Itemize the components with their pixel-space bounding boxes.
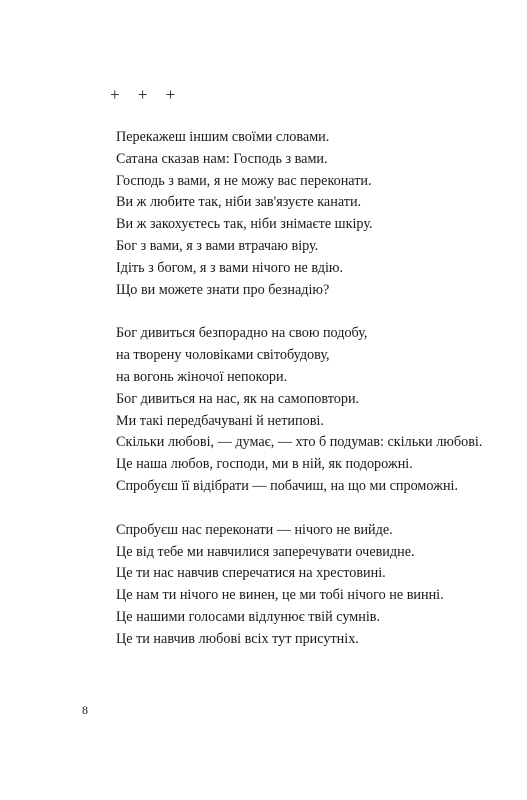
stanza-2 (116, 323, 516, 497)
poem-line: Бог з вами, я з вами втрачаю віру. (116, 237, 319, 254)
poem-line: Ви ж любите так, ніби зав'язуєте канати. (116, 194, 362, 211)
poem-line: Що ви можете знати про безнадію? (116, 281, 330, 298)
stanza-3 (116, 520, 516, 651)
poem-line: Спробуєш нас переконати — нічого не вийде. (116, 521, 393, 538)
stanza-1 (116, 127, 516, 301)
poem-line: Господь з вами, я не можу вас переконати. (116, 172, 372, 189)
poem-line: на творену чоловіками світобудову, (116, 347, 330, 364)
poem-line: Бог дивиться безпорадно на свою подобу, (116, 325, 368, 342)
stanza-separator: + + + (110, 85, 176, 104)
poem-line: Це ти нас навчив сперечатися на хрестовині. (116, 565, 386, 582)
poem-line: Це наша любов, господи, ми в ній, як подорожні. (116, 456, 413, 473)
poem-line: Бог дивиться на нас, як на самоповтори. (116, 390, 360, 407)
poem-line: Це від тебе ми навчилися заперечувати очевидне. (116, 543, 415, 560)
poem-line: Це ти навчив любові всіх тут присутніх. (116, 630, 359, 647)
poem-line: Скільки любові, — думає, — хто б подумав: скільки любові. (116, 434, 483, 451)
poem-line: Спробуєш її відібрати — побачиш, на що ми спроможні. (116, 477, 459, 494)
poem-line: на вогонь жіночої непокори. (116, 368, 288, 385)
poem-line: Ви ж закохуєтесь так, ніби знімаєте шкіру. (116, 216, 373, 233)
poem-line: Сатана сказав нам: Господь з вами. (116, 150, 328, 167)
poem-line: Ідіть з богом, я з вами нічого не вдію. (116, 259, 344, 276)
page-number: 8 (82, 703, 88, 717)
poem-body (116, 127, 516, 673)
poem-line: Ми такі передбачувані й нетипові. (116, 412, 324, 429)
poem-line: Перекажеш іншим своїми словами. (116, 129, 330, 145)
poem-line: Це нам ти нічого не винен, це ми тобі нічого не винні. (116, 587, 444, 604)
poem-line: Це нашими голосами відлунює твій сумнів. (116, 608, 381, 625)
